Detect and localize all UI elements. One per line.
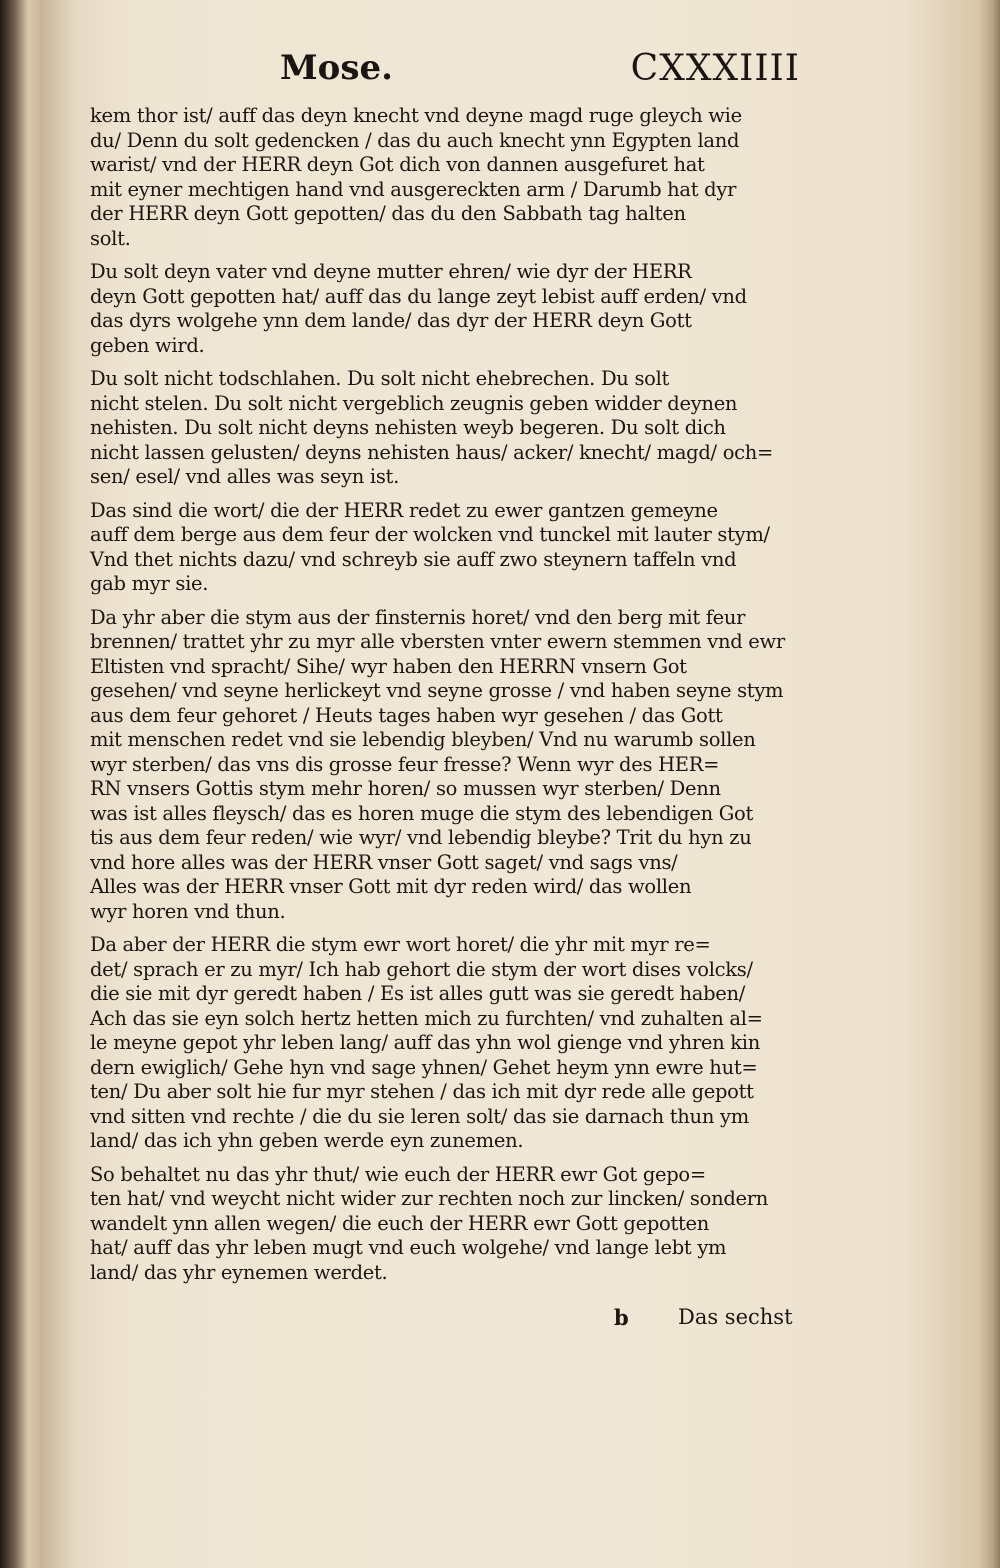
text-line: wyr sterben/ das vns dis grosse feur fresse? Wenn wyr des HER=: [90, 752, 720, 776]
text-line: brennen/ trattet yhr zu myr alle vbersten vnter ewern stemmen vnd ewr: [90, 630, 785, 653]
text-line: Du solt nicht todschlahen. Du solt nicht ehebrechen. Du solt: [90, 367, 670, 390]
text-line: land/ das yhr eynemen werdet.: [90, 1260, 388, 1284]
folio-number: CXXXIIII: [630, 48, 800, 89]
text-line: vnd hore alles was der HERR vnser Gott saget/ vnd sags vns/: [90, 850, 678, 874]
running-title: Mose.: [280, 48, 393, 88]
text-line: nehisten. Du solt nicht deyns nehisten weyb begeren. Du solt dich: [90, 416, 726, 439]
facing-page-text-fragments: [6, 130, 34, 1430]
text-line: tis aus dem feur reden/ wie wyr/ vnd lebendig bleybe? Trit du hyn zu: [90, 826, 752, 849]
text-line: kem thor ist/ auff das deyn knecht vnd deyne magd ruge gleych wie: [90, 104, 742, 127]
paragraph: [90, 260, 802, 358]
text-line: Du solt deyn vater vnd deyne mutter ehren/ wie dyr der HERR: [90, 260, 692, 283]
text-line: land/ das ich yhn geben werde eyn zunemen.: [90, 1129, 524, 1152]
text-line: was ist alles fleysch/ das es horen muge die stym des lebendigen Got: [90, 801, 754, 825]
page-edge-right: [980, 0, 1000, 1568]
text-line: le meyne gepot yhr leben lang/ auff das yhn wol gienge vnd yhren kin: [90, 1031, 760, 1054]
text-line: das dyrs wolgehe ynn dem lande/ das dyr der HERR deyn Gott: [90, 309, 692, 332]
text-line: auff dem berge aus dem feur der wolcken vnd tunckel mit lauter stym/: [90, 523, 770, 546]
facing-page-edge: [0, 0, 40, 1568]
paragraph: [90, 104, 802, 251]
text-line: gesehen/ vnd seyne herlickeyt vnd seyne grosse / vnd haben seyne stym: [90, 679, 784, 702]
paragraph: [90, 499, 802, 597]
text-line: Da aber der HERR die stym ewr wort horet/ die yhr mit myr re=: [90, 933, 711, 956]
text-line: ten hat/ vnd weycht nicht wider zur rechten noch zur lincken/ sondern: [90, 1187, 769, 1210]
text-line: nicht lassen gelusten/ deyns nehisten haus/ acker/ knecht/ magd/ och=: [90, 440, 774, 464]
text-line: mit eyner mechtigen hand vnd ausgereckten arm / Darumb hat dyr: [90, 177, 737, 201]
text-line: Alles was der HERR vnser Gott mit dyr reden wird/ das wollen: [90, 875, 692, 898]
page-footer: [610, 1305, 810, 1335]
text-line: du/ Denn du solt gedencken / das du auch knecht ynn Egypten land: [90, 128, 740, 152]
text-line: Ach das sie eyn solch hertz hetten mich zu furchten/ vnd zuhalten al=: [90, 1006, 763, 1030]
paragraph: [90, 1163, 802, 1286]
text-line: wyr horen vnd thun.: [90, 899, 286, 923]
paragraph: [90, 367, 802, 490]
paragraph: [90, 933, 802, 1154]
text-line: solt.: [90, 226, 131, 250]
text-line: gab myr sie.: [90, 572, 209, 595]
text-line: deyn Gott gepotten hat/ auff das du lange zeyt lebist auff erden/ vnd: [90, 284, 747, 308]
text-line: vnd sitten vnd rechte / die du sie leren solt/ das sie darnach thun ym: [90, 1104, 749, 1128]
text-line: warist/ vnd der HERR deyn Got dich von dannen ausgefuret hat: [90, 153, 705, 176]
text-line: ten/ Du aber solt hie fur myr stehen / das ich mit dyr rede alle gepott: [90, 1080, 754, 1103]
signature-mark: b: [614, 1305, 629, 1330]
text-line: sen/ esel/ vnd alles was seyn ist.: [90, 465, 399, 488]
catchword: Das sechst: [678, 1305, 793, 1329]
text-line: Das sind die wort/ die der HERR redet zu ewer gantzen gemeyne: [90, 498, 718, 522]
text-line: der HERR deyn Gott gepotten/ das du den Sabbath tag halten: [90, 202, 686, 225]
body-text: [90, 104, 802, 1294]
text-line: RN vnsers Gottis stym mehr horen/ so mussen wyr sterben/ Denn: [90, 777, 721, 800]
text-line: aus dem feur gehoret / Heuts tages haben wyr gesehen / das Gott: [90, 703, 723, 727]
text-line: dern ewiglich/ Gehe hyn vnd sage yhnen/ Gehet heym ynn ewre hut=: [90, 1055, 758, 1079]
text-line: nicht stelen. Du solt nicht vergeblich zeugnis geben widder deynen: [90, 391, 738, 415]
text-line: Vnd thet nichts dazu/ vnd schreyb sie auff zwo steynern taffeln vnd: [90, 547, 737, 571]
text-line: Da yhr aber die stym aus der finsternis horet/ vnd den berg mit feur: [90, 605, 746, 629]
text-line: wandelt ynn allen wegen/ die euch der HERR ewr Gott gepotten: [90, 1211, 710, 1235]
text-line: Eltisten vnd spracht/ Sihe/ wyr haben den HERRN vnsern Got: [90, 654, 687, 678]
text-line: geben wird.: [90, 333, 205, 357]
text-line: die sie mit dyr geredt haben / Es ist alles gutt was sie geredt haben/: [90, 982, 746, 1005]
text-line: det/ sprach er zu myr/ Ich hab gehort die stym der wort dises volcks/: [90, 957, 753, 981]
text-line: So behaltet nu das yhr thut/ wie euch der HERR ewr Got gepo=: [90, 1162, 706, 1186]
running-head: [240, 48, 800, 98]
text-line: mit menschen redet vnd sie lebendig bleyben/ Vnd nu warumb sollen: [90, 728, 756, 751]
text-line: hat/ auff das yhr leben mugt vnd euch wolgehe/ vnd lange lebt ym: [90, 1236, 727, 1259]
paragraph: [90, 606, 802, 925]
